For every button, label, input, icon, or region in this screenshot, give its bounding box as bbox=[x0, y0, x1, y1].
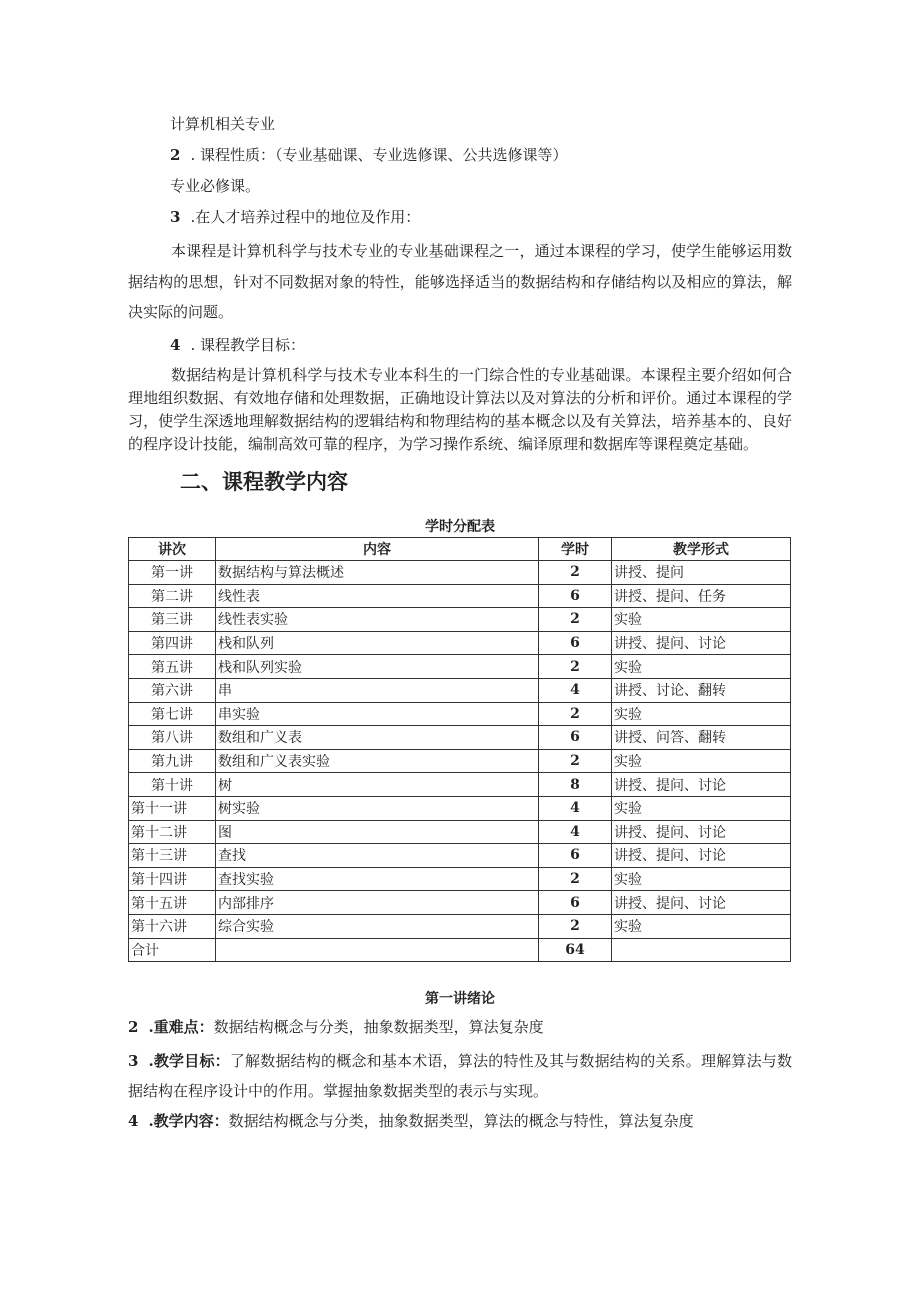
major-line: 计算机相关专业 bbox=[170, 115, 276, 133]
item-text: .在人才培养过程中的地位及作用： bbox=[190, 208, 421, 226]
cell-content: 查找 bbox=[216, 844, 539, 868]
table-row bbox=[129, 749, 791, 773]
cell-content: 查找实验 bbox=[216, 867, 539, 891]
cell-lecture: 第九讲 bbox=[129, 749, 216, 773]
table-caption: 学时分配表 bbox=[425, 519, 495, 535]
item-text: 数据结构概念与分类，抽象数据类型，算法的概念与特性，算法复杂度 bbox=[228, 1112, 694, 1130]
table-row bbox=[129, 655, 791, 679]
cell-content: 线性表实验 bbox=[216, 608, 539, 632]
cell-content: 栈和队列实验 bbox=[216, 655, 539, 679]
cell-lecture: 第二讲 bbox=[129, 584, 216, 608]
teaching-goals bbox=[128, 1046, 792, 1106]
cell-hours: 6 bbox=[539, 631, 612, 655]
cell-hours: 2 bbox=[539, 914, 612, 938]
table-row bbox=[129, 844, 791, 868]
cell-format: 实验 bbox=[612, 867, 791, 891]
section-heading: 二、课程教学内容 bbox=[180, 470, 348, 494]
table-row bbox=[129, 584, 791, 608]
cell-hours: 2 bbox=[539, 702, 612, 726]
cell-format: 讲授、提问、讨论 bbox=[612, 891, 791, 915]
cell-lecture: 第十一讲 bbox=[129, 796, 216, 820]
cell-content: 内部排序 bbox=[216, 891, 539, 915]
table-row bbox=[129, 796, 791, 820]
cell-hours: 8 bbox=[539, 773, 612, 797]
cell-content: 树实验 bbox=[216, 796, 539, 820]
table-row bbox=[129, 561, 791, 585]
cell-format: 讲授、提问 bbox=[612, 561, 791, 585]
cell-lecture: 第五讲 bbox=[129, 655, 216, 679]
cell-total-label: 合计 bbox=[129, 938, 216, 962]
cell-content: 栈和队列 bbox=[216, 631, 539, 655]
table-header-row bbox=[129, 538, 791, 561]
cell-format: 讲授、提问、讨论 bbox=[612, 631, 791, 655]
item-text: 了解数据结构的概念和基本术语，算法的特性及其与数据结构的关系。理解算法与数据结构在程序设计中的作用。掌握抽象数据类型的表示与实现。 bbox=[128, 1052, 792, 1100]
cell-lecture: 第三讲 bbox=[129, 608, 216, 632]
item-goal bbox=[170, 335, 305, 355]
cell-hours: 6 bbox=[539, 726, 612, 750]
cell-hours: 4 bbox=[539, 820, 612, 844]
teaching-goals-text bbox=[128, 1046, 792, 1106]
table-row bbox=[129, 773, 791, 797]
item-label: .教学内容： bbox=[148, 1112, 229, 1130]
item-label: .教学目标： bbox=[148, 1052, 230, 1070]
cell-lecture: 第十四讲 bbox=[129, 867, 216, 891]
item-text: 数据结构概念与分类，抽象数据类型，算法复杂度 bbox=[213, 1018, 544, 1036]
cell-content: 串实验 bbox=[216, 702, 539, 726]
table-row bbox=[129, 820, 791, 844]
item-text: . 课程教学目标： bbox=[190, 336, 305, 354]
cell-lecture: 第十讲 bbox=[129, 773, 216, 797]
cell-format: 讲授、讨论、翻转 bbox=[612, 678, 791, 702]
cell-format: 实验 bbox=[612, 702, 791, 726]
course-nature-value: 专业必修课。 bbox=[170, 177, 261, 195]
table-row bbox=[129, 678, 791, 702]
item-number: 3 bbox=[170, 208, 181, 226]
cell-content: 树 bbox=[216, 773, 539, 797]
header-hours: 学时 bbox=[539, 538, 612, 561]
cell-format: 实验 bbox=[612, 914, 791, 938]
table-row bbox=[129, 702, 791, 726]
cell-format: 讲授、提问、讨论 bbox=[612, 844, 791, 868]
cell-content: 串 bbox=[216, 678, 539, 702]
item-number: 2 bbox=[170, 146, 181, 164]
cell-content: 图 bbox=[216, 820, 539, 844]
cell-format: 实验 bbox=[612, 796, 791, 820]
cell-total-format bbox=[612, 938, 791, 962]
table-row bbox=[129, 867, 791, 891]
cell-format: 讲授、提问、讨论 bbox=[612, 820, 791, 844]
item-number: 4 bbox=[128, 1112, 139, 1130]
item-number: 4 bbox=[170, 336, 181, 354]
cell-lecture: 第七讲 bbox=[129, 702, 216, 726]
cell-hours: 4 bbox=[539, 678, 612, 702]
cell-hours: 6 bbox=[539, 584, 612, 608]
cell-hours: 6 bbox=[539, 844, 612, 868]
cell-lecture: 第八讲 bbox=[129, 726, 216, 750]
cell-content: 数据结构与算法概述 bbox=[216, 561, 539, 585]
cell-hours: 6 bbox=[539, 891, 612, 915]
cell-format: 讲授、提问、讨论 bbox=[612, 773, 791, 797]
role-paragraph bbox=[128, 236, 792, 328]
cell-format: 讲授、提问、任务 bbox=[612, 584, 791, 608]
goal-paragraph-text: 数据结构是计算机科学与技术专业本科生的一门综合性的专业基础课。本课程主要介绍如何合理地组织数据、有效地存储和处理数据，正确地设计算法以及对算法的分析和评价。通过本课程的学习，使学生深透地理解数据结构的逻辑结构和物理结构的基本概念以及有关算法，培养基本的、良好的程序设计技能，编制高效可靠的程序，为学习操作系统、编译原理和数据库等课程奠定基础。 bbox=[128, 366, 792, 453]
cell-lecture: 第十五讲 bbox=[129, 891, 216, 915]
cell-hours: 2 bbox=[539, 749, 612, 773]
teaching-content bbox=[128, 1111, 694, 1131]
cell-content: 综合实验 bbox=[216, 914, 539, 938]
cell-lecture: 第四讲 bbox=[129, 631, 216, 655]
goal-paragraph bbox=[128, 364, 792, 456]
item-role bbox=[170, 207, 420, 227]
cell-format: 实验 bbox=[612, 749, 791, 773]
item-number: 3 bbox=[128, 1052, 139, 1070]
cell-content: 线性表 bbox=[216, 584, 539, 608]
cell-lecture: 第十三讲 bbox=[129, 844, 216, 868]
table-row bbox=[129, 631, 791, 655]
cell-format: 讲授、问答、翻转 bbox=[612, 726, 791, 750]
cell-lecture: 第十二讲 bbox=[129, 820, 216, 844]
role-paragraph-text: 本课程是计算机科学与技术专业的专业基础课程之一，通过本课程的学习，使学生能够运用数据结构的思想，针对不同数据对象的特性，能够选择适当的数据结构和存储结构以及相应的算法，解决实际的问题。 bbox=[128, 242, 792, 321]
item-course-nature bbox=[170, 145, 567, 165]
cell-hours: 4 bbox=[539, 796, 612, 820]
table-row bbox=[129, 891, 791, 915]
cell-lecture: 第十六讲 bbox=[129, 914, 216, 938]
header-format: 教学形式 bbox=[612, 538, 791, 561]
cell-lecture: 第一讲 bbox=[129, 561, 216, 585]
cell-total-content bbox=[216, 938, 539, 962]
item-text: . 课程性质：（专业基础课、专业选修课、公共选修课等） bbox=[190, 146, 568, 164]
item-number: 2 bbox=[128, 1018, 139, 1036]
table-total-row bbox=[129, 938, 791, 962]
key-points bbox=[128, 1017, 544, 1037]
cell-lecture: 第六讲 bbox=[129, 678, 216, 702]
table-row bbox=[129, 608, 791, 632]
hours-table bbox=[128, 537, 791, 962]
header-content: 内容 bbox=[216, 538, 539, 561]
lecture-title: 第一讲绪论 bbox=[425, 991, 495, 1007]
header-lecture: 讲次 bbox=[129, 538, 216, 561]
cell-hours: 2 bbox=[539, 655, 612, 679]
table-row bbox=[129, 914, 791, 938]
cell-content: 数组和广义表 bbox=[216, 726, 539, 750]
cell-total-hours: 64 bbox=[539, 938, 612, 962]
cell-format: 实验 bbox=[612, 608, 791, 632]
cell-content: 数组和广义表实验 bbox=[216, 749, 539, 773]
cell-hours: 2 bbox=[539, 867, 612, 891]
cell-format: 实验 bbox=[612, 655, 791, 679]
cell-hours: 2 bbox=[539, 608, 612, 632]
table-row bbox=[129, 726, 791, 750]
item-label: .重难点： bbox=[148, 1018, 214, 1036]
cell-hours: 2 bbox=[539, 561, 612, 585]
